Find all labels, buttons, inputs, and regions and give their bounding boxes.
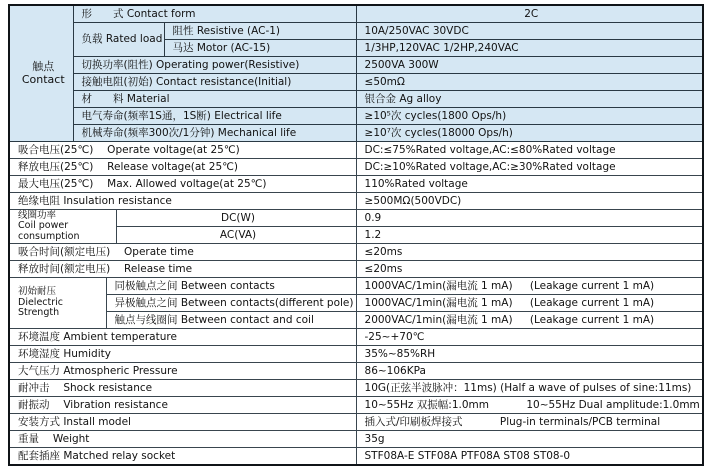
insulation-resistance-value: ≥500MΩ(500VDC) — [356, 193, 703, 210]
dielectric-different-pole-value-zh: 1000VAC/1min(漏电流 1 mA) — [364, 296, 513, 309]
coil-power-ac-value: 1.2 — [356, 227, 703, 244]
vibration-resistance-value-en: 10~55Hz Dual amplitude:1.0mm — [526, 398, 700, 411]
operate-voltage-label: 吸合电压(25℃) Operate voltage(at 25℃) — [9, 142, 356, 159]
atmospheric-pressure-label: 大气压力 Atmospheric Pressure — [9, 363, 356, 380]
vibration-resistance-label: 耐振动 Vibration resistance — [9, 397, 356, 414]
shock-resistance-value-en: (Half a wave of pulses of sine:11ms) — [500, 381, 692, 394]
operate-time-label: 吸合时间(额定电压) Operate time — [9, 244, 356, 261]
rated-load-resistive-value: 10A/250VAC 30VDC — [356, 23, 703, 40]
max-voltage-value: 110%Rated voltage — [356, 176, 703, 193]
contact-resistance-value: ≤50mΩ — [356, 74, 703, 91]
rated-load-resistive-label: 阻性 Resistive (AC-1) — [164, 23, 356, 40]
relay-spec-table — [8, 4, 704, 466]
weight-label: 重量 Weight — [9, 431, 356, 448]
install-model-value — [356, 414, 703, 431]
weight-value: 35g — [356, 431, 703, 448]
mechanical-life-label: 机械寿命(频率300次/1分钟) Mechanical life — [73, 125, 356, 142]
rated-load-label: 负载 Rated load — [73, 23, 164, 57]
coil-power-label-en1: Coil power — [18, 220, 69, 232]
dielectric-contact-coil-label: 触点与线圈间 Between contact and coil — [106, 312, 356, 329]
release-time-value: ≤20ms — [356, 261, 703, 278]
dielectric-different-pole-value-en: (Leakage current 1 mA) — [529, 296, 655, 309]
ambient-temperature-label: 环境温度 Ambient temperature — [9, 329, 356, 346]
dielectric-different-pole-label: 异极触点之间 Between contacts(different pole) — [106, 295, 356, 312]
atmospheric-pressure-value: 86~106KPa — [356, 363, 703, 380]
dielectric-contact-coil-value-zh: 2000VAC/1min(漏电流 1 mA) — [364, 313, 513, 326]
humidity-label: 环境湿度 Humidity — [9, 346, 356, 363]
contact-resistance-label: 接触电阻(初始) Contact resistance(Initial) — [73, 74, 356, 91]
material-label: 材 料 Material — [73, 91, 356, 108]
dielectric-label-en2: Strength — [18, 307, 60, 319]
contact-form-label: 形 式 Contact form — [73, 5, 356, 23]
rated-load-motor-value: 1/3HP,120VAC 1/2HP,240VAC — [356, 40, 703, 57]
max-voltage-label: 最大电压(25℃) Max. Allowed voltage(at 25℃) — [9, 176, 356, 193]
contact-group-zh: 触点 — [32, 59, 55, 73]
coil-power-dc-value: 0.9 — [356, 210, 703, 227]
shock-resistance-value — [356, 380, 703, 397]
contact-group-en: Contact — [21, 72, 65, 86]
operate-voltage-value: DC:≤75%Rated voltage,AC:≤80%Rated voltage — [356, 142, 703, 159]
operating-power-value: 2500VA 300W — [356, 57, 703, 74]
operating-power-label: 切换功率(阻性) Operating power(Resistive) — [73, 57, 356, 74]
dielectric-label-en1: Dielectric — [18, 296, 63, 308]
dielectric-contact-coil-value — [356, 312, 703, 329]
matched-socket-label: 配套插座 Matched relay socket — [9, 448, 356, 466]
shock-resistance-value-zh: 10G(正弦半波脉冲：11ms) — [364, 381, 497, 394]
shock-resistance-label: 耐冲击 Shock resistance — [9, 380, 356, 397]
insulation-resistance-label: 绝缘电阻 Insulation resistance — [9, 193, 356, 210]
contact-form-value: 2C — [356, 5, 703, 23]
humidity-value: 35%~85%RH — [356, 346, 703, 363]
electrical-life-value: ≥10⁵次 cycles(1800 Ops/h) — [356, 108, 703, 125]
coil-power-label-zh: 线圈功率 — [18, 209, 57, 221]
vibration-resistance-value-zh: 10~55Hz 双振幅:1.0mm — [364, 398, 489, 411]
contact-group-cell — [9, 5, 73, 142]
mechanical-life-value: ≥10⁷次 cycles(18000 Ops/h) — [356, 125, 703, 142]
dielectric-same-pole-value-zh: 1000VAC/1min(漏电流 1 mA) — [364, 279, 513, 292]
dielectric-contact-coil-value-en: (Leakage current 1 mA) — [529, 313, 655, 326]
install-model-value-zh: 插入式/印刷板焊接式 — [364, 415, 463, 428]
material-value: 银合金 Ag alloy — [356, 91, 703, 108]
dielectric-strength-label — [9, 278, 106, 329]
release-time-label: 释放时间(额定电压) Release time — [9, 261, 356, 278]
install-model-label: 安装方式 Install model — [9, 414, 356, 431]
install-model-value-en: Plug-in terminals/PCB terminal — [499, 415, 661, 428]
coil-power-ac-label: AC(VA) — [116, 227, 356, 244]
matched-socket-value: STF08A-E STF08A PTF08A ST08 ST08-0 — [356, 448, 703, 466]
coil-power-dc-label: DC(W) — [116, 210, 356, 227]
rated-load-motor-label: 马达 Motor (AC-15) — [164, 40, 356, 57]
dielectric-same-pole-value-en: (Leakage current 1 mA) — [529, 279, 655, 292]
dielectric-label-zh: 初始耐压 — [18, 286, 57, 298]
dielectric-same-pole-value — [356, 278, 703, 295]
release-voltage-label: 释放电压(25℃) Release voltage(at 25℃) — [9, 159, 356, 176]
operate-time-value: ≤20ms — [356, 244, 703, 261]
dielectric-different-pole-value — [356, 295, 703, 312]
release-voltage-value: DC:≥10%Rated voltage,AC:≥30%Rated voltage — [356, 159, 703, 176]
vibration-resistance-value — [356, 397, 703, 414]
dielectric-same-pole-label: 同极触点之间 Between contacts — [106, 278, 356, 295]
electrical-life-label: 电气寿命(频率1S通，1S断) Electrical life — [73, 108, 356, 125]
ambient-temperature-value: -25~+70℃ — [356, 329, 703, 346]
coil-power-label-en2: consumption — [18, 230, 80, 242]
coil-power-label — [9, 210, 116, 244]
